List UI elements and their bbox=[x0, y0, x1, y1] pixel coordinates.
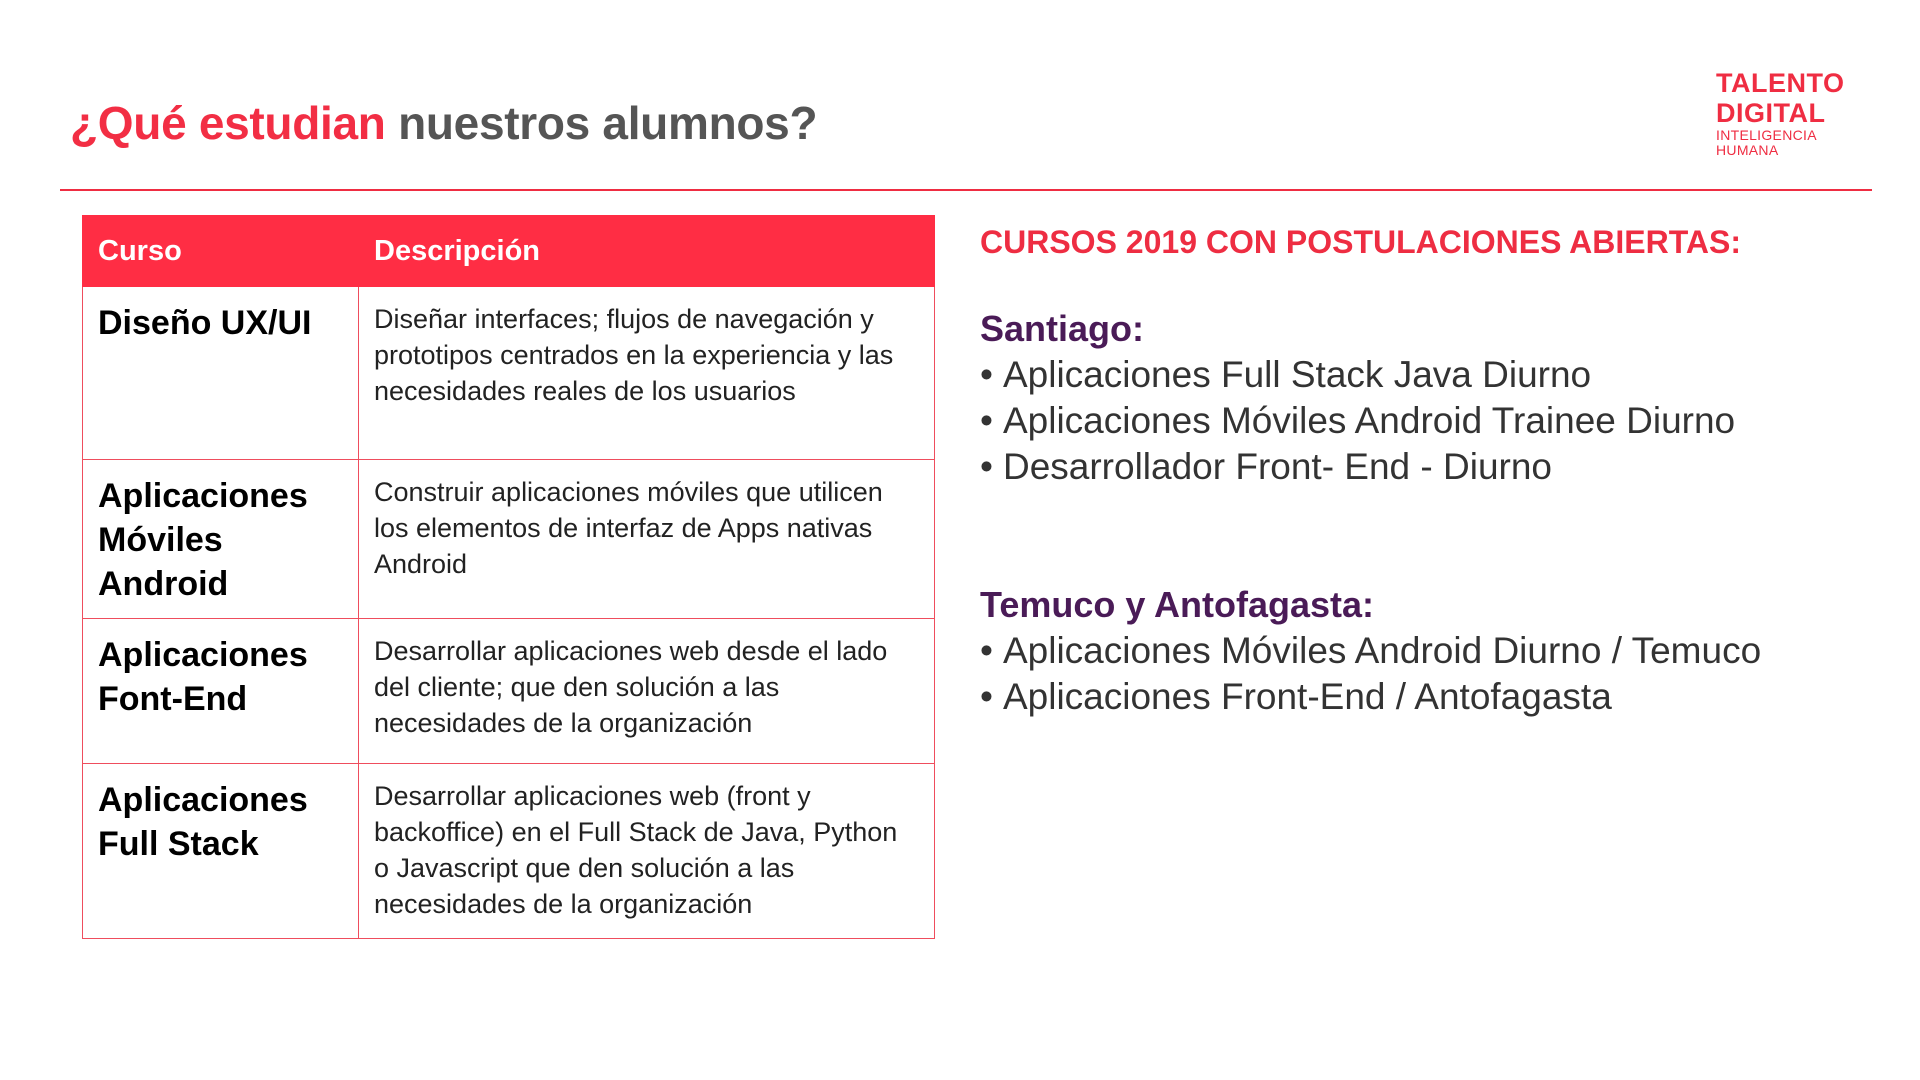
city-group-santiago bbox=[980, 306, 1880, 490]
table-row bbox=[83, 287, 935, 460]
bullet: • bbox=[980, 630, 993, 671]
courses-table bbox=[82, 215, 935, 939]
course-description: Desarrollar aplicaciones web desde el lado del cliente; que den solución a las necesidades de la organización bbox=[359, 619, 935, 764]
course-description: Construir aplicaciones móviles que utilicen los elementos de interfaz de Apps nativas Android bbox=[359, 460, 935, 619]
logo-line-1: TALENTO bbox=[1716, 68, 1845, 98]
list-item-text: Aplicaciones Full Stack Java Diurno bbox=[1002, 354, 1592, 395]
list-item bbox=[980, 398, 1880, 444]
city-title: Santiago: bbox=[980, 308, 1145, 349]
list-item-text: Aplicaciones Móviles Android Diurno / Temuco bbox=[1002, 630, 1762, 671]
course-description: Desarrollar aplicaciones web (front y backoffice) en el Full Stack de Java, Python o Javascript que den solución a las necesidades de la organización bbox=[359, 764, 935, 939]
course-list bbox=[980, 628, 1880, 720]
list-item bbox=[980, 674, 1880, 720]
title-accent: ¿Qué estudian bbox=[70, 97, 386, 149]
title-rest: nuestros alumnos? bbox=[398, 97, 818, 149]
city-group-temuco-antofagasta bbox=[980, 582, 1880, 720]
course-name: Aplicaciones Móviles Android bbox=[83, 460, 359, 619]
column-header-description: Descripción bbox=[359, 216, 935, 287]
table-row bbox=[83, 619, 935, 764]
bullet: • bbox=[980, 354, 993, 395]
course-description: Diseñar interfaces; flujos de navegación y prototipos centrados en la experiencia y las necesidades reales de los usuarios bbox=[359, 287, 935, 460]
bullet: • bbox=[980, 400, 993, 441]
talento-digital-logo bbox=[1716, 68, 1845, 158]
page-title bbox=[70, 96, 817, 151]
list-item-text: Desarrollador Front- End - Diurno bbox=[1002, 446, 1553, 487]
logo-subline-2: HUMANA bbox=[1716, 142, 1779, 158]
course-list bbox=[980, 352, 1880, 490]
header-divider bbox=[60, 189, 1872, 191]
column-header-course: Curso bbox=[83, 216, 359, 287]
list-item bbox=[980, 352, 1880, 398]
logo-subline-1: INTELIGENCIA bbox=[1716, 127, 1817, 143]
table-row bbox=[83, 460, 935, 619]
course-name: Diseño UX/UI bbox=[83, 287, 359, 460]
course-name: Aplicaciones Font-End bbox=[83, 619, 359, 764]
table-row bbox=[83, 764, 935, 939]
bullet: • bbox=[980, 676, 993, 717]
list-item-text: Aplicaciones Móviles Android Trainee Diurno bbox=[1002, 400, 1736, 441]
table-header-row bbox=[83, 216, 935, 287]
logo-line-2: DIGITAL bbox=[1716, 98, 1826, 128]
list-item-text: Aplicaciones Front-End / Antofagasta bbox=[1002, 676, 1612, 717]
bullet: • bbox=[980, 446, 993, 487]
open-courses-heading: CURSOS 2019 CON POSTULACIONES ABIERTAS: bbox=[980, 224, 1741, 260]
open-courses-panel bbox=[980, 222, 1880, 720]
course-name: Aplicaciones Full Stack bbox=[83, 764, 359, 939]
list-item bbox=[980, 628, 1880, 674]
list-item bbox=[980, 444, 1880, 490]
city-title: Temuco y Antofagasta: bbox=[980, 584, 1375, 625]
